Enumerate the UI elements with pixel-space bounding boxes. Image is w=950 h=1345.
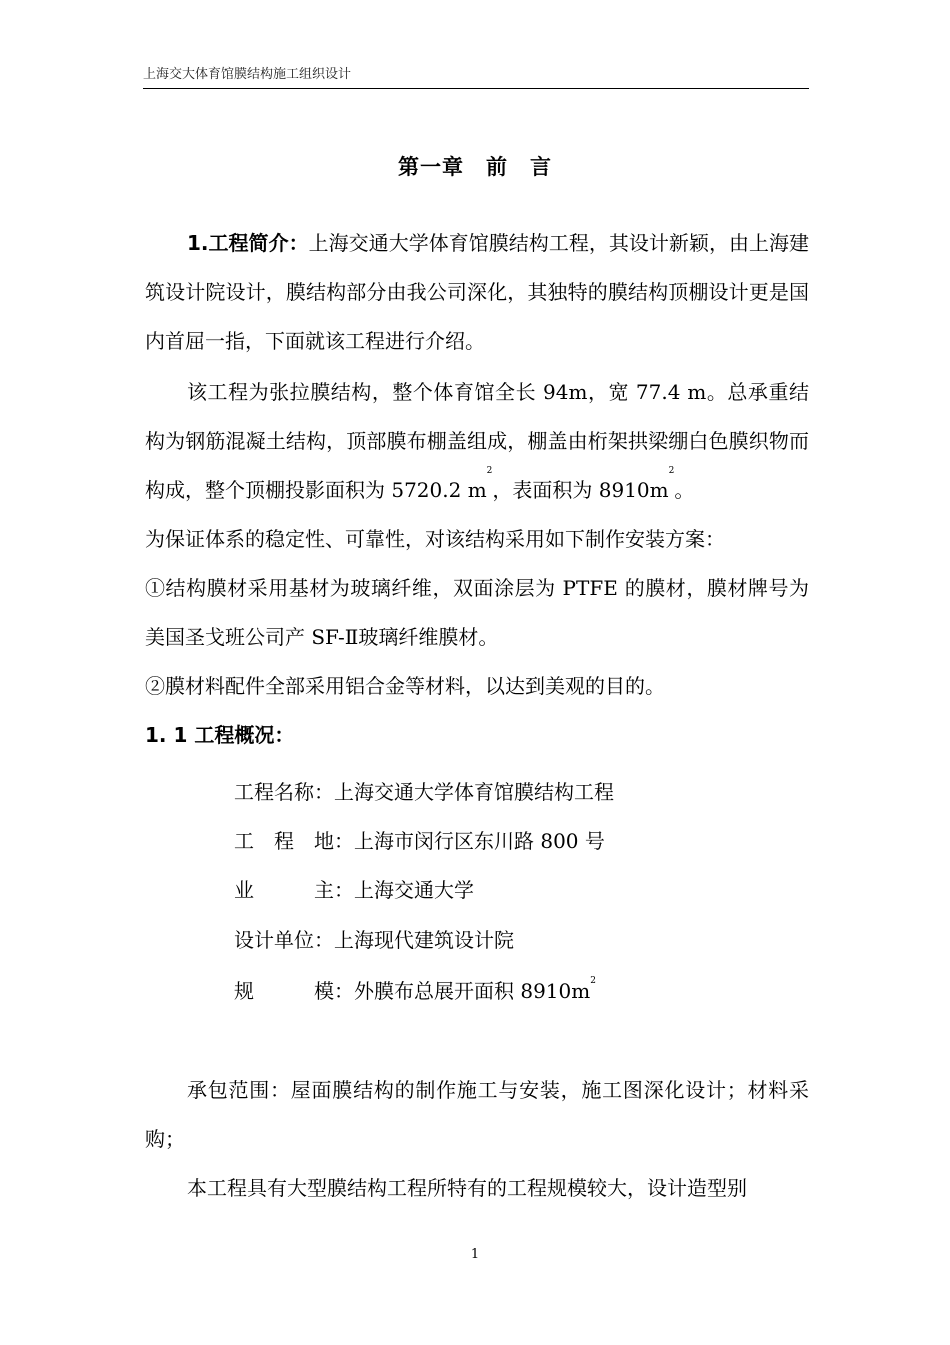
scheme-item-2: ②膜材料配件全部采用铝合金等材料，以达到美观的目的。	[145, 674, 665, 698]
intro-label: 1.工程简介：	[187, 231, 309, 255]
chapter-title-char-1: 前	[486, 155, 508, 179]
info-row-scale	[234, 976, 596, 1006]
description-text-1: 该工程为张拉膜结构，整个体育馆全长 94m，宽 77.4 m。总承重结构为钢筋混凝土结构，顶部膜布棚盖组成，棚盖由桁架拱梁绷白色膜织物而构成，整个顶棚投影面积为 5720.2 m	[145, 380, 809, 502]
info-label: 工 程 地：	[234, 829, 354, 853]
info-label: 设计单位：	[234, 928, 334, 952]
scope-section	[145, 1066, 809, 1213]
info-value: 上海交通大学	[354, 878, 474, 902]
scheme-item-1: ①结构膜材采用基材为玻璃纤维，双面涂层为 PTFE 的膜材，膜材牌号为美国圣戈班公司产 SF-Ⅱ玻璃纤维膜材。	[145, 576, 809, 649]
chapter-number: 第一章	[398, 155, 464, 179]
contract-scope: 承包范围：屋面膜结构的制作施工与安装，施工图深化设计；材料采购；	[145, 1078, 809, 1151]
sup-3: 2	[590, 976, 596, 986]
page-number: 1	[470, 1247, 480, 1262]
intro-text: 上海交通大学体育馆膜结构工程，其设计新颖，由上海建筑设计院设计，膜结构部分由我公司深化，其独特的膜结构顶棚设计更是国内首屈一指，下面就该工程进行介绍。	[145, 231, 810, 353]
description-text-3: 。	[674, 478, 695, 502]
info-value: 上海市闵行区东川路 800 号	[354, 829, 605, 853]
overview-heading: 1. 1 工程概况：	[145, 723, 295, 747]
info-label: 工程名称：	[234, 780, 334, 804]
info-row-designer	[234, 925, 514, 955]
info-label: 规 模：	[234, 979, 354, 1003]
closing-paragraph: 本工程具有大型膜结构工程所特有的工程规模较大，设计造型别	[187, 1176, 747, 1200]
header-title: 上海交大体育馆膜结构施工组织设计	[143, 67, 352, 82]
info-row-project-name	[234, 777, 614, 807]
page-header	[143, 66, 809, 89]
info-row-owner	[234, 875, 474, 905]
sup-1: 2	[486, 466, 493, 476]
scheme-intro: 为保证体系的稳定性、可靠性，对该结构采用如下制作安装方案：	[145, 527, 725, 551]
description-paragraph	[145, 368, 809, 515]
info-value: 上海交通大学体育馆膜结构工程	[334, 780, 614, 804]
sup-2: 2	[668, 466, 675, 476]
chapter-title	[0, 152, 950, 182]
info-value: 外膜布总展开面积 8910m	[354, 979, 591, 1003]
info-label: 业 主：	[234, 878, 354, 902]
description-text-2: ，表面积为 8910m	[492, 478, 669, 502]
info-value: 上海现代建筑设计院	[334, 928, 514, 952]
chapter-title-char-2: 言	[530, 155, 552, 179]
intro-section	[145, 219, 809, 760]
info-row-site	[234, 826, 605, 856]
intro-paragraph	[145, 219, 809, 366]
